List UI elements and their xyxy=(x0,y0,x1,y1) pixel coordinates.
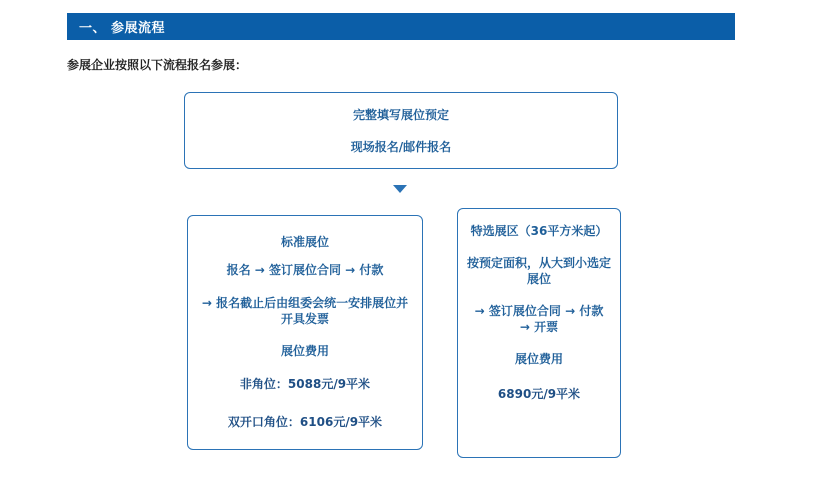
arrow-down-icon xyxy=(393,185,407,193)
special-zone-step2-line2: → 开票 xyxy=(519,320,559,334)
special-zone-box xyxy=(457,208,621,458)
intro-text: 参展企业按照以下流程报名参展： xyxy=(67,58,248,72)
registration-method-box xyxy=(184,92,618,169)
special-zone-step1-line1: 按预定面积，从大到小选定 xyxy=(466,256,611,270)
special-zone-title: 特选展区（36平方米起） xyxy=(470,224,608,238)
standard-booth-step2-line2: 开具发票 xyxy=(280,312,329,326)
standard-booth-title: 标准展位 xyxy=(280,235,329,249)
standard-booth-fee-label: 展位费用 xyxy=(280,344,329,358)
top-box-line2: 现场报名/邮件报名 xyxy=(350,140,452,154)
top-box-line1: 完整填写展位预定 xyxy=(352,108,449,122)
standard-booth-step2-line1: → 报名截止后由组委会统一安排展位并 xyxy=(201,296,409,310)
standard-booth-fee1: 非角位：5088元/9平米 xyxy=(239,377,371,391)
special-zone-step1-line2: 展位 xyxy=(526,272,551,286)
special-zone-step2-line1: → 签订展位合同 → 付款 xyxy=(474,304,604,318)
section-header xyxy=(67,13,735,40)
special-zone-fee-label: 展位费用 xyxy=(514,352,563,366)
standard-booth-box xyxy=(187,215,423,450)
special-zone-fee1: 6890元/9平米 xyxy=(497,387,581,401)
section-title: 一、 参展流程 xyxy=(79,21,166,36)
standard-booth-step1: 报名 → 签订展位合同 → 付款 xyxy=(226,263,384,277)
standard-booth-fee2: 双开口角位：6106元/9平米 xyxy=(227,415,383,429)
